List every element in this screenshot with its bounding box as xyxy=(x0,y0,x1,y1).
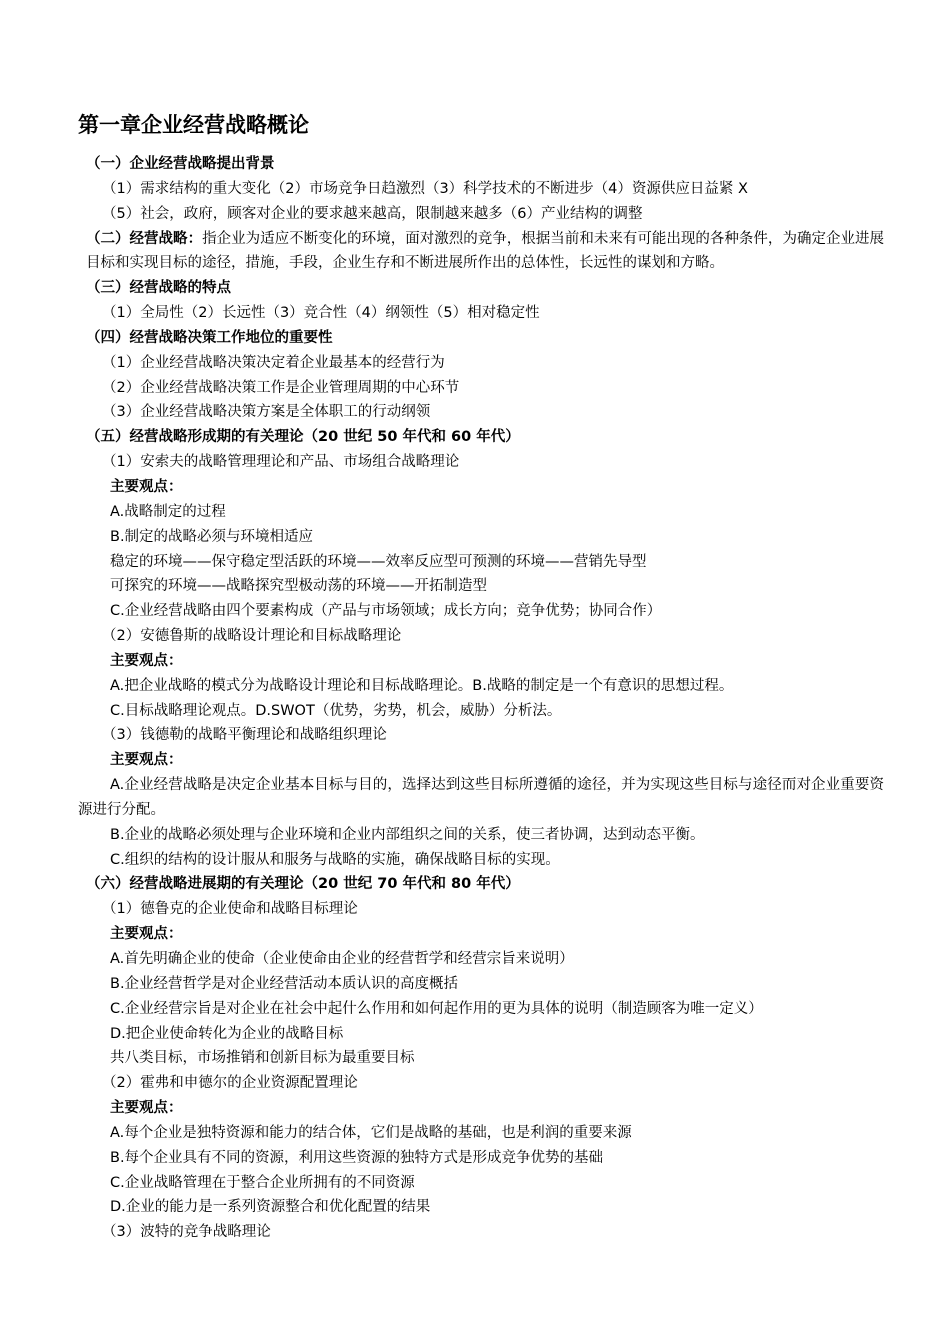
document-body xyxy=(78,152,884,1245)
text-line: A.战略制定的过程 xyxy=(110,503,226,520)
text-line: A.每个企业是独特资源和能力的结合体，它们是战略的基础，也是利润的重要来源 xyxy=(110,1124,632,1141)
text-line: C.企业经营宗旨是对企业在社会中起什么作用和如何起作用的更为具体的说明（制造顾客为唯一定义） xyxy=(110,1000,763,1017)
section-heading: 主要观点： xyxy=(110,1100,183,1117)
text-line: B.企业的战略必须处理与企业环境和企业内部组织之间的关系，使三者协调，达到动态平衡。 xyxy=(110,826,705,843)
text-line: （2）企业经营战略决策工作是企业管理周期的中心环节 xyxy=(102,379,460,396)
text-line: 可探究的环境——战略探究型极动荡的环境——开拓制造型 xyxy=(110,578,487,595)
document-page xyxy=(78,110,884,1245)
section-heading: 主要观点： xyxy=(110,652,183,669)
text-line: （3）企业经营战略决策方案是全体职工的行动纲领 xyxy=(102,404,431,421)
text-line: B.制定的战略必须与环境相适应 xyxy=(110,528,314,545)
text-line: B.企业经营哲学是对企业经营活动本质认识的高度概括 xyxy=(110,975,459,992)
text-line: D.企业的能力是一系列资源整合和优化配置的结果 xyxy=(110,1199,431,1216)
definition-text: 指企业为适应不断变化的环境，面对激烈的竞争，根据当前和未来有可能出现的各种条件，为确定企业进展目标和实现目标的途径，措施，手段，企业生存和不断进展所作出的总体性，长远性的谋划和方略。 xyxy=(86,230,884,272)
text-line: D.把企业使命转化为企业的战略目标 xyxy=(110,1025,344,1042)
text-line: C.组织的结构的设计服从和服务与战略的实施，确保战略目标的实现。 xyxy=(110,851,560,868)
section-heading: （六）经营战略进展期的有关理论（20 世纪 70 年代和 80 年代） xyxy=(86,876,520,893)
section-heading: 主要观点： xyxy=(110,752,183,769)
paragraph-definition xyxy=(78,227,884,277)
text-line: 稳定的环境——保守稳定型活跃的环境——效率反应型可预测的环境——营销先导型 xyxy=(110,553,647,570)
text-line: C.企业经营战略由四个要素构成（产品与市场领域；成长方向；竞争优势；协同合作） xyxy=(110,603,662,620)
text-line: （1）全局性（2）长远性（3）竞合性（4）纲领性（5）相对稳定性 xyxy=(102,305,540,322)
text-line: C.企业战略管理在于整合企业所拥有的不同资源 xyxy=(110,1174,415,1191)
definition-term: （二）经营战略： xyxy=(86,230,203,247)
section-heading: （五）经营战略形成期的有关理论（20 世纪 50 年代和 60 年代） xyxy=(86,429,520,446)
text-line: （2）霍弗和申德尔的企业资源配置理论 xyxy=(102,1075,358,1092)
text-line: （2）安德鲁斯的战略设计理论和目标战略理论 xyxy=(102,628,402,645)
text-line: （3）波特的竞争战略理论 xyxy=(102,1224,271,1241)
text-line: （5）社会，政府，顾客对企业的要求越来越高，限制越来越多（6）产业结构的调整 xyxy=(102,205,643,222)
section-heading: 主要观点： xyxy=(110,478,183,495)
chapter-title: 第一章企业经营战略概论 xyxy=(78,113,309,137)
text-line: C.目标战略理论观点。D.SWOT（优势，劣势，机会，威胁）分析法。 xyxy=(110,702,562,719)
section-heading: 主要观点： xyxy=(110,926,183,943)
text-line: 共八类目标，市场推销和创新目标为最重要目标 xyxy=(110,1050,415,1067)
section-heading: （四）经营战略决策工作地位的重要性 xyxy=(86,329,333,346)
section-heading: （一）企业经营战略提出背景 xyxy=(86,156,275,172)
text-line: （1）安索夫的战略管理理论和产品、市场组合战略理论 xyxy=(102,454,460,471)
text-line: （1）企业经营战略决策决定着企业最基本的经营行为 xyxy=(102,354,445,371)
section-heading: （三）经营战略的特点 xyxy=(86,280,231,297)
text-line: A.把企业战略的模式分为战略设计理论和目标战略理论。B.战略的制定是一个有意识的思想过程。 xyxy=(110,677,734,694)
text-line: （1）德鲁克的企业使命和战略目标理论 xyxy=(102,901,358,918)
text-line: B.每个企业具有不同的资源，利用这些资源的独特方式是形成竞争优势的基础 xyxy=(110,1149,604,1166)
text-line: A.企业经营战略是决定企业基本目标与目的，选择达到这些目标所遵循的途径，并为实现这些目标与途径而对企业重要资源进行分配。 xyxy=(78,777,884,818)
text-line: （3）钱德勒的战略平衡理论和战略组织理论 xyxy=(102,727,387,744)
text-line: A.首先明确企业的使命（企业使命由企业的经营哲学和经营宗旨来说明） xyxy=(110,951,574,967)
text-line: （1）需求结构的重大变化（2）市场竞争日趋激烈（3）科学技术的不断进步（4）资源供应日益紧 X xyxy=(102,180,748,197)
